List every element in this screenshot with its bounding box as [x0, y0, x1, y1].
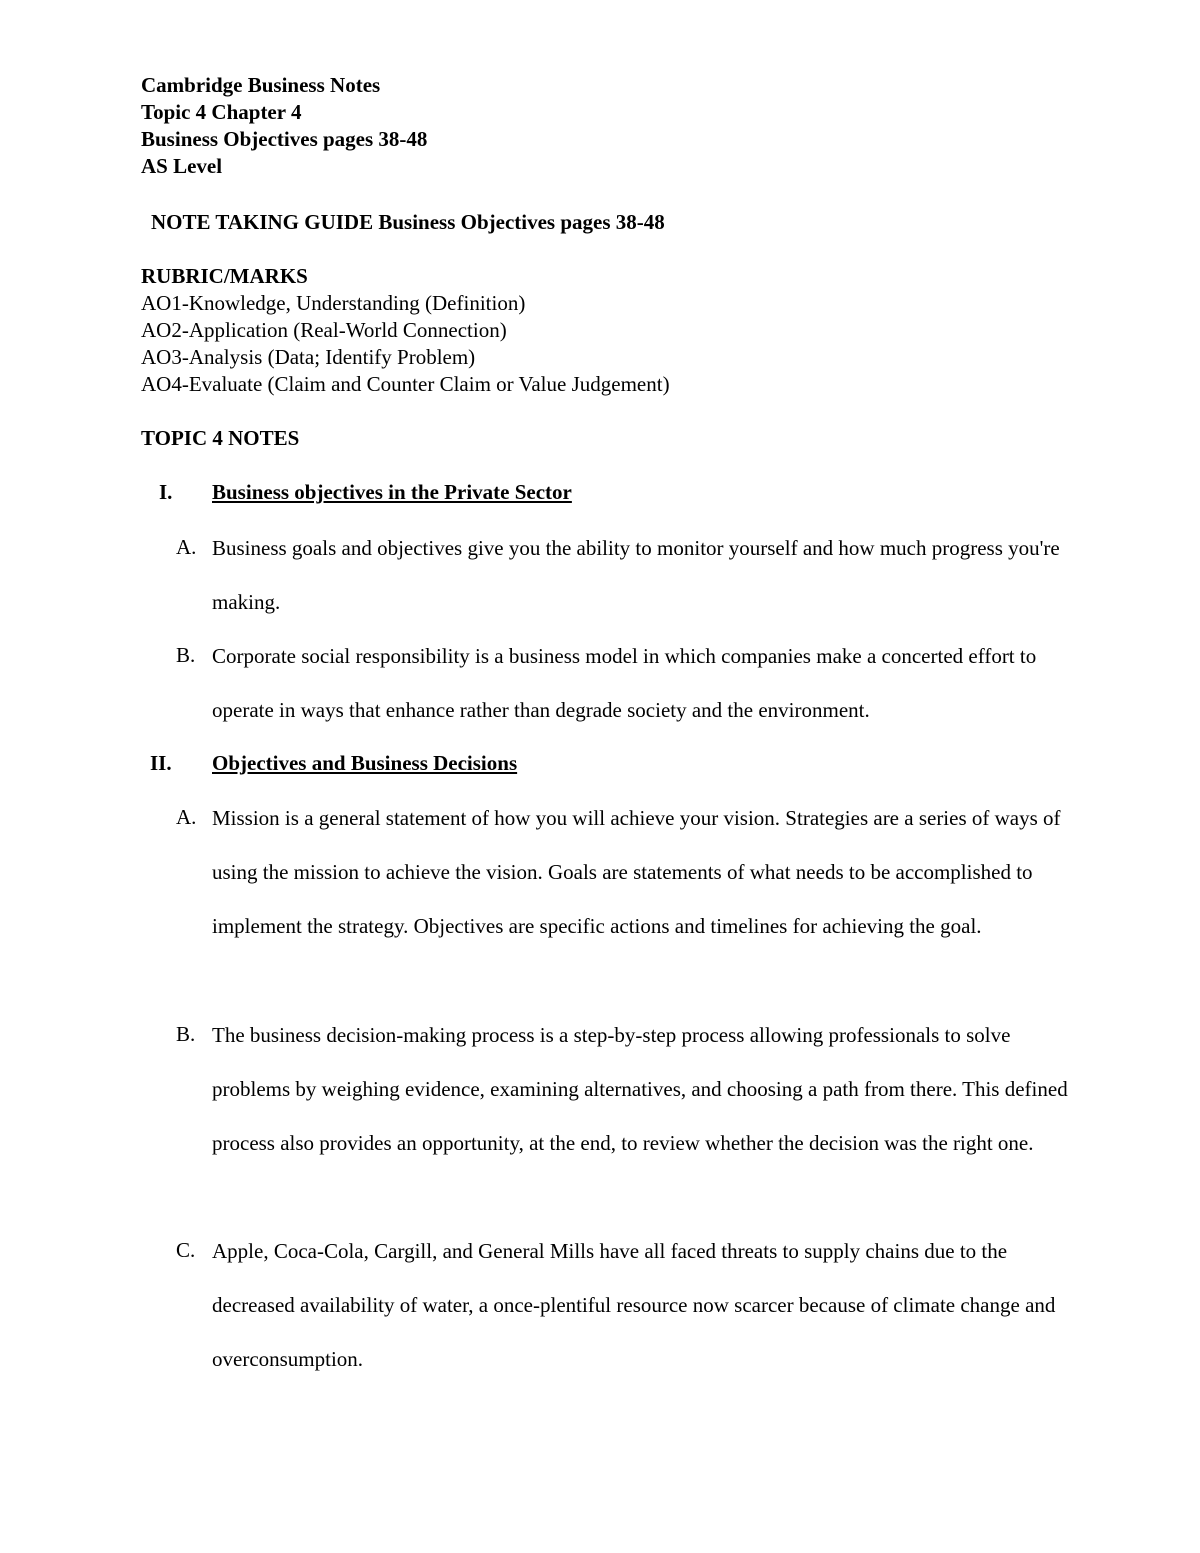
rubric-item: AO3-Analysis (Data; Identify Problem) [141, 345, 476, 369]
rubric-item: AO4-Evaluate (Claim and Counter Claim or Value Judgement) [141, 372, 670, 396]
subject-pages: Business Objectives pages 38-48 [141, 127, 428, 151]
section-heading: Business objectives in the Private Sector [212, 480, 572, 504]
item-letter: A. [176, 535, 197, 559]
document-title: Cambridge Business Notes [141, 73, 381, 97]
item-letter: C. [176, 1238, 196, 1262]
section-heading: Objectives and Business Decisions [212, 751, 518, 775]
item-letter: A. [176, 805, 197, 829]
rubric-item: AO1-Knowledge, Understanding (Definition) [141, 291, 526, 315]
item-text: Business goals and objectives give you the ability to monitor yourself and how much progress you're making. [212, 536, 1060, 615]
item-letter: B. [176, 1022, 196, 1046]
rubric-title: RUBRIC/MARKS [141, 264, 308, 288]
topic-notes-title: TOPIC 4 NOTES [141, 426, 300, 450]
note-taking-guide-title: NOTE TAKING GUIDE Business Objectives pages 38-48 [151, 210, 665, 234]
section-numeral: I. [159, 480, 173, 504]
topic-chapter: Topic 4 Chapter 4 [141, 100, 302, 124]
item-text: Corporate social responsibility is a business model in which companies make a concerted effort to operate in ways that enhance rather than degrade society and the environment. [212, 644, 1037, 723]
rubric-item: AO2-Application (Real-World Connection) [141, 318, 507, 342]
item-letter: B. [176, 643, 196, 667]
item-text: Apple, Coca-Cola, Cargill, and General Mills have all faced threats to supply chains due to the decreased availability of water, a once-plentiful resource now scarcer because of climate change and overconsumption. [212, 1239, 1056, 1372]
section-numeral: II. [150, 751, 172, 775]
level-label: AS Level [141, 154, 223, 178]
item-text: Mission is a general statement of how you will achieve your vision. Strategies are a series of ways of using the mission to achieve the vision. Goals are statements of what needs to be accomplished to implement the strategy. Objectives are specific actions and timelines for achieving the goal. [212, 806, 1061, 939]
item-text: The business decision-making process is a step-by-step process allowing professionals to solve problems by weighing evidence, examining alternatives, and choosing a path from there. This defined process also provides an opportunity, at the end, to review whether the decision was the right one. [212, 1023, 1068, 1156]
